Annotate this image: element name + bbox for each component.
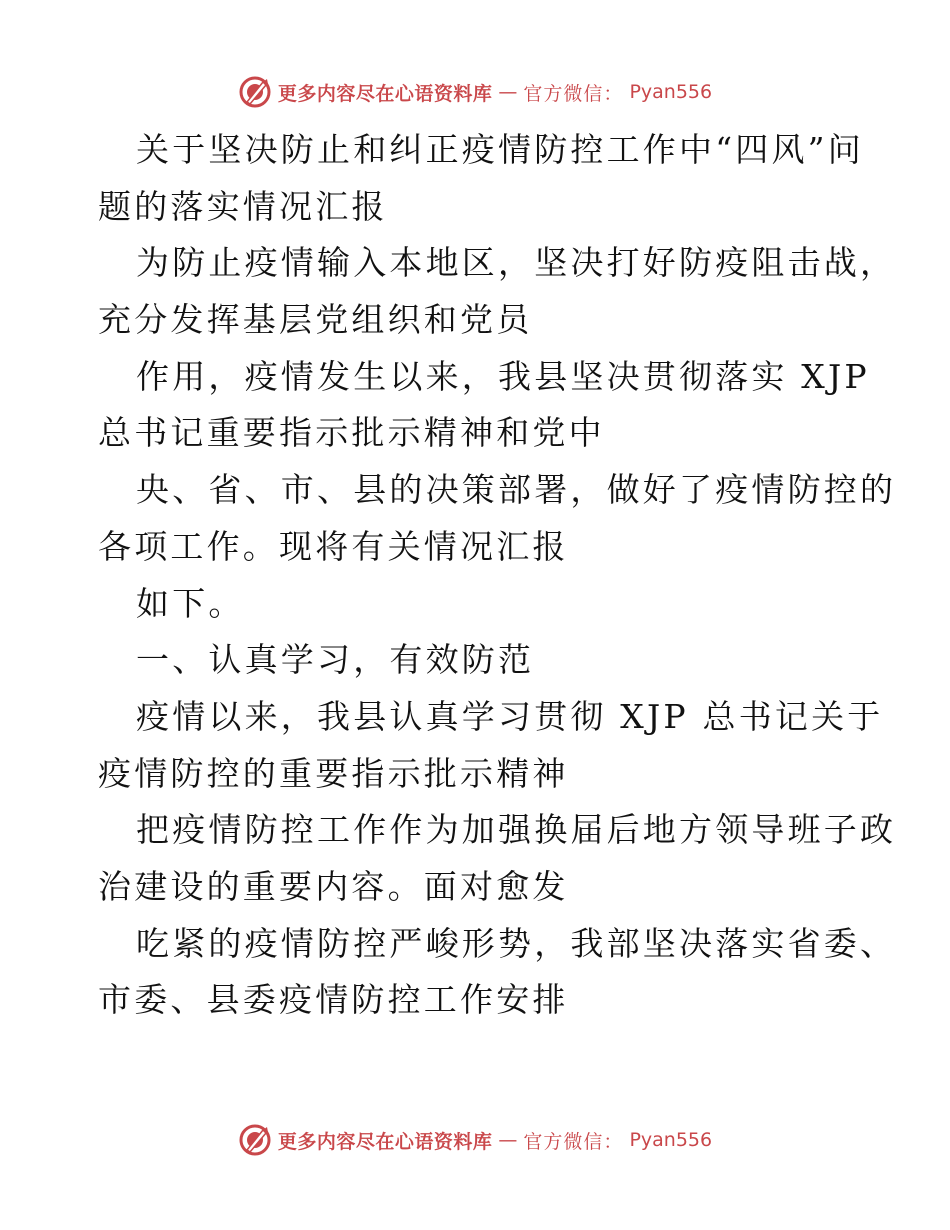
brand-logo-icon (238, 1123, 272, 1157)
text-line: 疫情防控的重要指示批示精神 (98, 753, 569, 793)
text-line: 把疫情防控工作作为加强换届后地方领导班子政 (136, 810, 897, 850)
banner-separator: — (498, 1129, 518, 1151)
text-line: 各项工作。现将有关情况汇报 (98, 526, 569, 566)
text-line: 吃紧的疫情防控严峻形势，我部坚决落实省委、 (136, 923, 897, 963)
banner-handle: Pyan556 (629, 81, 713, 103)
banner-brand-text: 更多内容尽在心语资料库 (277, 82, 493, 105)
header-banner (0, 72, 950, 112)
document-body (98, 122, 897, 1029)
text-line: 关于坚决防止和纠正疫情防控工作中“四风”问 (136, 130, 864, 169)
text-line: 为防止疫情输入本地区，坚决打好防疫阻击战， (136, 243, 897, 283)
section-heading: 一、认真学习，有效防范 (136, 640, 535, 680)
text-line: 如下。 (136, 583, 245, 623)
text-line: 作用，疫情发生以来，我县坚决贯彻落实 XJP (136, 356, 870, 396)
footer-banner (0, 1120, 950, 1160)
text-line: 题的落实情况汇报 (98, 186, 388, 226)
banner-label: 官方微信： (523, 1130, 624, 1153)
banner-separator: — (498, 81, 518, 103)
brand-logo-icon (238, 75, 272, 109)
banner-brand-text: 更多内容尽在心语资料库 (277, 1130, 493, 1153)
text-line: 治建设的重要内容。面对愈发 (98, 866, 569, 906)
banner-handle: Pyan556 (629, 1129, 713, 1151)
text-line: 充分发挥基层党组织和党员 (98, 300, 533, 340)
text-line: 疫情以来，我县认真学习贯彻 XJP 总书记关于 (136, 696, 884, 736)
text-line: 市委、县委疫情防控工作安排 (98, 980, 569, 1020)
text-line: 央、省、市、县的决策部署，做好了疫情防控的 (136, 470, 897, 510)
banner-label: 官方微信： (523, 82, 624, 105)
text-line: 总书记重要指示批示精神和党中 (98, 413, 605, 453)
